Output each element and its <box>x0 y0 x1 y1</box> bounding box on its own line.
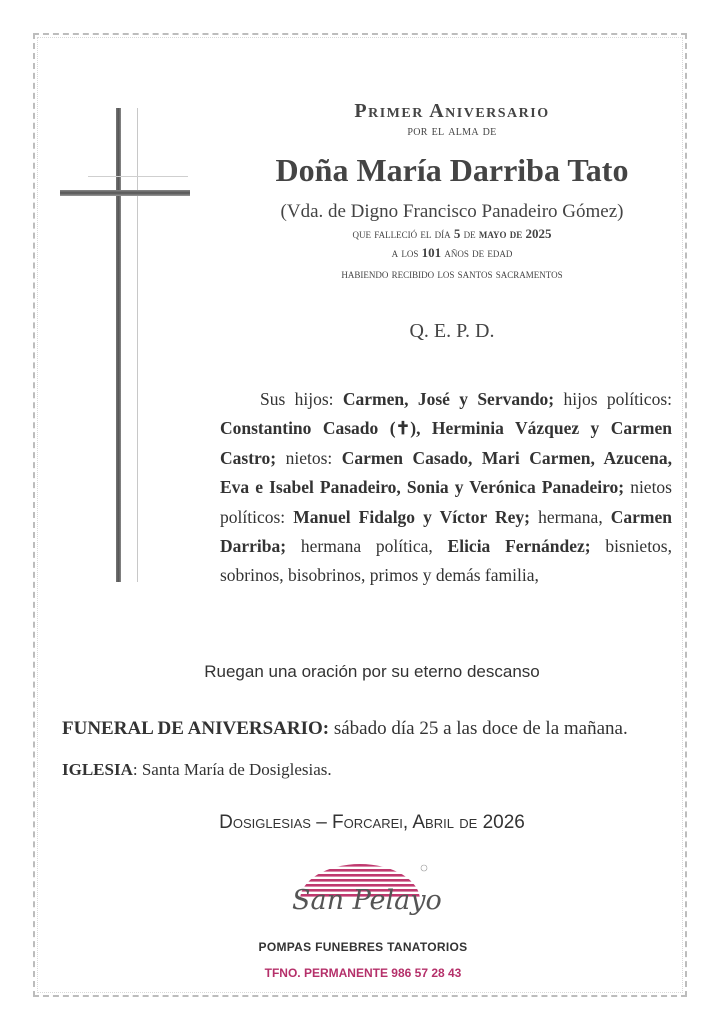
family-names-hermana-politica: Elicia Fernández; <box>447 536 591 557</box>
cross-vertical-shadow <box>137 108 138 582</box>
family-label-hermana-politica: hermana política, <box>286 536 448 557</box>
death-day: 5 <box>453 226 461 241</box>
sacraments-line: habiendo recibido los santos sacramentos <box>341 266 563 281</box>
family-paragraph <box>220 385 672 591</box>
age-value: 101 <box>421 245 442 260</box>
cross-vertical-bar <box>116 108 121 582</box>
age-suffix: años de edad <box>441 245 513 260</box>
age-prefix: a los <box>391 245 422 260</box>
company-tagline: POMPAS FUNEBRES TANATORIOS <box>258 940 468 954</box>
family-names-hijos-politicos: Constantino Casado (✝), Herminia Vázquez y Carmen Castro; <box>220 418 672 468</box>
funeral-info <box>62 718 682 740</box>
company-phone: TFNO. PERMANENTE 986 57 28 43 <box>264 966 462 980</box>
funeral-label: FUNERAL DE ANIVERSARIO: <box>62 718 330 739</box>
cross-horizontal-shadow <box>88 176 188 177</box>
family-names-nietos: Carmen Casado, Mari Carmen, Azucena, Eva e Isabel Panadeiro, Sonia y Verónica Panadeiro; <box>220 447 672 498</box>
death-prefix: que falleció el día <box>352 226 454 241</box>
age-line <box>220 245 684 261</box>
place-date: Dosiglesias – Forcarei, Abril de 2026 <box>219 812 525 833</box>
family-label-hijos-politicos: hijos políticos: <box>554 389 672 409</box>
death-month-year: mayo de 2025 <box>478 226 552 241</box>
church-info <box>62 760 682 780</box>
logo-text: San Pelayo <box>292 885 442 916</box>
qepd: Q. E. P. D. <box>409 320 495 342</box>
church-text: : Santa María de Dosiglesias. <box>132 760 332 779</box>
family-label-nietos: nietos: <box>276 447 342 468</box>
family-names-hijos: Carmen, José y Servando; <box>342 389 555 409</box>
family-names-nietos-politicos: Manuel Fidalgo y Víctor Rey; <box>293 506 530 527</box>
widow-of: (Vda. de Digno Francisco Panadeiro Gómez) <box>280 201 624 222</box>
prayer-request: Ruegan una oración por su eterno descanso <box>204 662 540 681</box>
anniversary-subtitle: por el alma de <box>407 124 497 139</box>
family-label-hijos: Sus hijos: <box>260 389 343 409</box>
deceased-name: Doña María Darriba Tato <box>275 152 629 188</box>
family-others: bisnietos, sobrinos, bisobrinos, primos y demás familia, <box>220 536 672 586</box>
family-text <box>220 385 672 591</box>
church-label: IGLESIA <box>62 760 133 779</box>
cross-horizontal-bar <box>60 190 190 196</box>
family-names-hermana: Carmen Darriba; <box>220 506 672 557</box>
anniversary-title: Primer Aniversario <box>354 100 550 122</box>
funeral-text: sábado día 25 a las doce de la mañana. <box>329 718 628 739</box>
family-label-nietos-politicos: nietos políticos: <box>220 477 672 527</box>
death-date-line <box>220 226 684 242</box>
family-label-hermana: hermana, <box>530 506 611 527</box>
death-mid: de <box>460 226 479 241</box>
